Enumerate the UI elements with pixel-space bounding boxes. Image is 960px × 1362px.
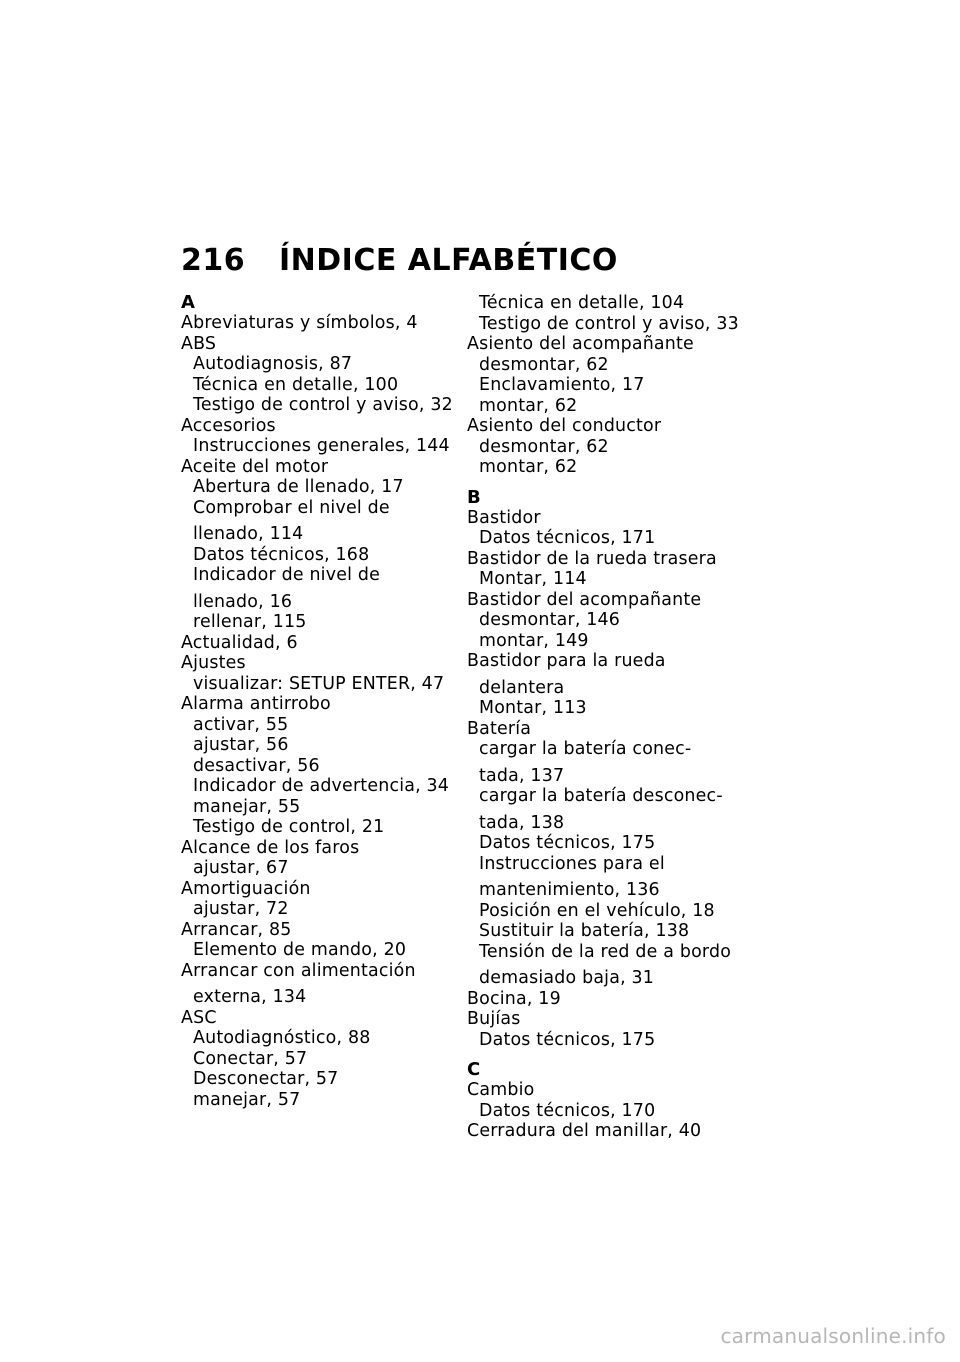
index-subentry-continued: llenado, 114	[193, 524, 304, 544]
index-entry: Arrancar con alimentación	[181, 960, 416, 981]
index-subentry: ajustar, 67	[193, 858, 289, 878]
page-header	[181, 243, 618, 278]
index-subentry: Testigo de control y aviso, 33	[479, 313, 739, 334]
index-entry: Alcance de los faros	[181, 837, 360, 858]
index-entry: Alarma antirrobo	[181, 694, 331, 714]
index-subentry: cargar la batería conec-	[479, 739, 692, 759]
section-letter-c: C	[467, 1059, 481, 1080]
index-subentry: Instrucciones para el	[479, 853, 665, 874]
index-subentry: Técnica en detalle, 100	[193, 374, 399, 395]
index-subentry: Técnica en detalle, 104	[479, 293, 685, 313]
index-subentry: Datos técnicos, 170	[479, 1100, 656, 1121]
index-subentry: Abertura de llenado, 17	[193, 477, 404, 497]
index-subentry: Instrucciones generales, 144	[193, 436, 450, 456]
index-entry-continued: externa, 134	[193, 987, 307, 1007]
index-entry: Bocina, 19	[467, 988, 561, 1009]
index-subentry: montar, 149	[479, 630, 589, 651]
index-subentry: Comprobar el nivel de	[193, 497, 390, 518]
index-entry: Bastidor de la rueda trasera	[467, 548, 717, 569]
index-entry: Bastidor del acompañante	[467, 589, 702, 610]
index-entry: Accesorios	[181, 415, 276, 436]
index-subentry: Montar, 114	[479, 569, 587, 589]
index-subentry: Testigo de control y aviso, 32	[193, 395, 453, 415]
index-subentry: visualizar: SETUP ENTER, 47	[193, 673, 445, 694]
index-subentry: Datos técnicos, 168	[193, 544, 370, 565]
index-entry: ABS	[181, 333, 217, 354]
index-entry: Asiento del acompañante	[467, 334, 694, 354]
index-subentry: Autodiagnóstico, 88	[193, 1028, 371, 1048]
index-entry: ASC	[181, 1007, 217, 1028]
index-entry: Bastidor para la rueda	[467, 651, 666, 671]
index-subentry: montar, 62	[479, 395, 578, 416]
index-subentry: Conectar, 57	[193, 1048, 308, 1069]
index-entry: Bujías	[467, 1009, 521, 1029]
index-entry: Batería	[467, 718, 532, 739]
index-subentry: rellenar, 115	[193, 612, 307, 632]
index-entry: Actualidad, 6	[181, 632, 298, 653]
index-subentry-continued: demasiado baja, 31	[479, 968, 655, 988]
index-subentry: Autodiagnosis, 87	[193, 354, 353, 374]
index-subentry-continued: tada, 138	[479, 812, 565, 833]
index-subentry: Tensión de la red de a bordo	[479, 941, 732, 962]
index-subentry: Posición en el vehículo, 18	[479, 900, 715, 921]
index-subentry: Testigo de control, 21	[193, 817, 385, 837]
index-subentry-continued: llenado, 16	[193, 591, 293, 612]
index-entry: Asiento del conductor	[467, 416, 662, 436]
index-subentry: ajustar, 56	[193, 735, 289, 755]
index-entry: Cambio	[467, 1080, 535, 1100]
index-subentry: activar, 55	[193, 714, 289, 735]
watermark: carmanualsonline.info	[720, 1324, 946, 1348]
index-entry: Ajustes	[181, 653, 246, 673]
index-subentry: desmontar, 62	[479, 354, 609, 375]
index-entry: Bastidor	[467, 507, 541, 528]
index-subentry: Elemento de mando, 20	[193, 940, 407, 960]
index-subentry: Indicador de advertencia, 34	[193, 776, 450, 796]
index-subentry: Enclavamiento, 17	[479, 375, 645, 395]
index-subentry: ajustar, 72	[193, 899, 289, 919]
section-letter-b: B	[467, 486, 481, 508]
index-entry: Aceite del motor	[181, 456, 329, 477]
index-subentry: manejar, 57	[193, 1089, 301, 1110]
index-subentry: Datos técnicos, 175	[479, 833, 656, 853]
index-entry-continued: delantera	[479, 677, 565, 698]
index-subentry: desactivar, 56	[193, 755, 320, 776]
index-subentry-continued: mantenimiento, 136	[479, 880, 660, 900]
index-subentry: Montar, 113	[479, 698, 587, 718]
index-entry: Abreviaturas y símbolos, 4	[181, 313, 418, 333]
index-entry: Cerradura del manillar, 40	[467, 1121, 702, 1141]
index-subentry: manejar, 55	[193, 796, 301, 817]
index-column-left	[181, 293, 456, 1110]
index-subentry: Desconectar, 57	[193, 1069, 339, 1089]
index-subentry: Datos técnicos, 175	[479, 1029, 656, 1050]
index-entry: Amortiguación	[181, 878, 311, 899]
index-subentry: Datos técnicos, 171	[479, 528, 656, 548]
index-subentry: montar, 62	[479, 457, 578, 477]
index-subentry: desmontar, 146	[479, 610, 621, 630]
section-letter-a: A	[181, 292, 196, 313]
index-entry: Arrancar, 85	[181, 919, 292, 940]
index-subentry: Sustituir la batería, 138	[479, 921, 690, 941]
index-subentry-continued: tada, 137	[479, 765, 565, 786]
index-column-right	[467, 293, 742, 1142]
index-subentry: desmontar, 62	[479, 436, 609, 457]
index-subentry: Indicador de nivel de	[193, 565, 381, 585]
page-number: 216	[181, 243, 246, 278]
index-subentry: cargar la batería desconec-	[479, 786, 723, 806]
page-title: ÍNDICE ALFABÉTICO	[279, 243, 618, 278]
